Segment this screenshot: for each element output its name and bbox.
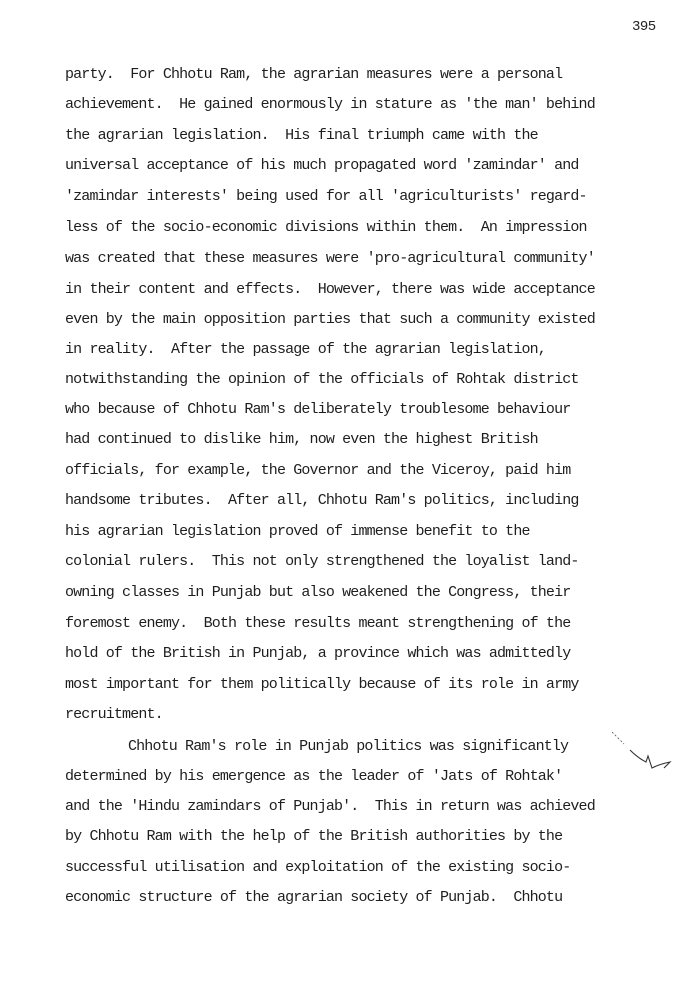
text-line: handsome tributes. After all, Chhotu Ram's politics, including [65, 492, 579, 509]
text-line: had continued to dislike him, now even the highest British [65, 431, 538, 448]
text-line: and the 'Hindu zamindars of Punjab'. This in return was achieved [65, 798, 595, 815]
text-line: in their content and effects. However, there was wide acceptance [65, 281, 595, 298]
text-line: achievement. He gained enormously in stature as 'the man' behind [65, 96, 595, 113]
text-line: party. For Chhotu Ram, the agrarian measures were a personal [65, 66, 563, 83]
text-line: owning classes in Punjab but also weakened the Congress, their [65, 584, 571, 601]
text-line: hold of the British in Punjab, a province which was admittedly [65, 645, 571, 662]
text-line: colonial rulers. This not only strengthened the loyalist land- [65, 553, 579, 570]
text-line: successful utilisation and exploitation of the existing socio- [65, 859, 571, 876]
text-line: universal acceptance of his much propagated word 'zamindar' and [65, 157, 579, 174]
text-line: recruitment. [65, 706, 163, 723]
paragraph-start-line: Chhotu Ram's role in Punjab politics was significantly [128, 738, 569, 755]
text-line: even by the main opposition parties that such a community existed [65, 311, 595, 328]
text-line: who because of Chhotu Ram's deliberately troublesome behaviour [65, 401, 571, 418]
text-line: foremost enemy. Both these results meant strengthening of the [65, 615, 571, 632]
text-line: was created that these measures were 'pro-agricultural community' [65, 250, 595, 267]
page-number: 395 [632, 19, 656, 35]
text-line: less of the socio-economic divisions within them. An impression [65, 219, 587, 236]
text-line: his agrarian legislation proved of immense benefit to the [65, 523, 530, 540]
text-line: by Chhotu Ram with the help of the British authorities by the [65, 828, 563, 845]
text-line: officials, for example, the Governor and the Viceroy, paid him [65, 462, 571, 479]
text-line: 'zamindar interests' being used for all 'agriculturists' regard- [65, 188, 587, 205]
text-line: economic structure of the agrarian society of Punjab. Chhotu [65, 889, 563, 906]
text-line: the agrarian legislation. His final triumph came with the [65, 127, 538, 144]
handwritten-mark-icon [612, 728, 692, 788]
text-line: notwithstanding the opinion of the officials of Rohtak district [65, 371, 579, 388]
text-line: in reality. After the passage of the agrarian legislation, [65, 341, 546, 358]
text-line: most important for them politically because of its role in army [65, 676, 579, 693]
text-line: determined by his emergence as the leader of 'Jats of Rohtak' [65, 768, 563, 785]
